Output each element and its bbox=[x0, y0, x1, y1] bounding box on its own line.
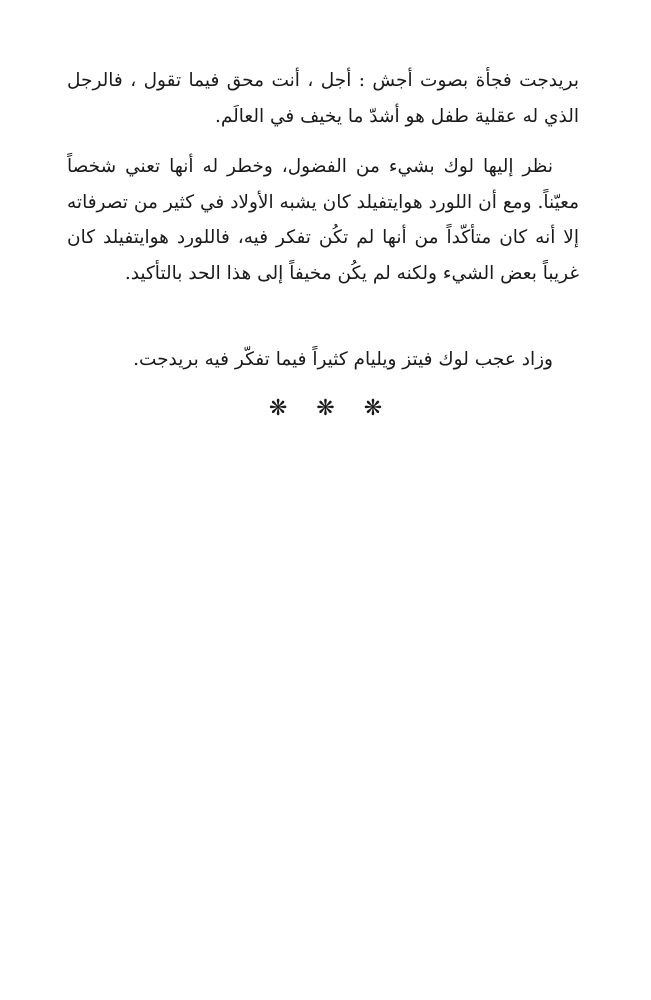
paragraph-3-text: وزاد عجب لوك فيتز ويليام كثيراً فيما تفكّر فيه بريدجت. bbox=[133, 349, 553, 370]
separator-asterisk-icon: ❋ bbox=[316, 396, 335, 421]
separator-asterisk-icon: ❋ bbox=[268, 396, 288, 421]
separator-asterisk-icon: ❋ bbox=[363, 396, 383, 421]
paragraph-1-text: بريدجت فجأة بصوت أجش : أجل ، أنت محق فيما تقول ، فالرجل الذي له عقلية طفل هو أشدّ ما يخيف في العالَم. bbox=[67, 70, 579, 127]
section-separator bbox=[0, 396, 651, 421]
paragraph-2 bbox=[67, 149, 579, 291]
paragraph-3 bbox=[67, 342, 579, 378]
paragraph-1 bbox=[67, 63, 579, 134]
paragraph-2-text: نظر إليها لوك بشيء من الفضول، وخطر له أنها تعني شخصاً معيّناً. ومع أن اللورد هوايتفيلد كان يشبه الأولاد في كثير من تصرفاته إلا أنه كان متأكّداً من أنها لم تكُن تفكر فيه، فاللورد هوايتفيلد كان غريباً بعض الشيء ولكنه لم يكُن مخيفاً إلى هذا الحد بالتأكيد. bbox=[67, 156, 579, 284]
